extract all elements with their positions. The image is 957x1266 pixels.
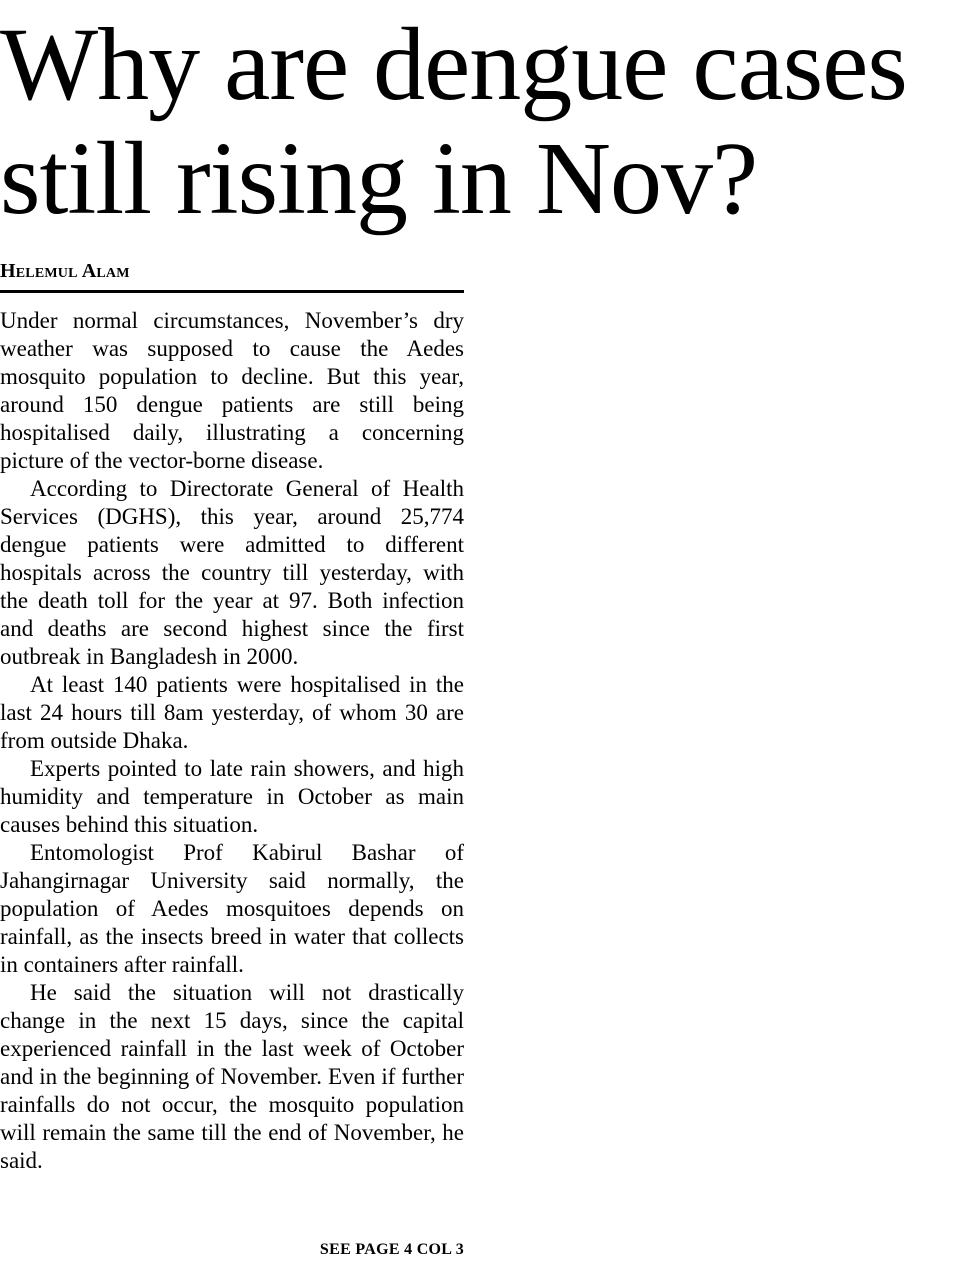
byline-divider [0,290,464,293]
paragraph: He said the situation will not drastically change in the next 15 days, since the capital experienced rainfall in the last week of October and in the beginning of November. Even if further rainfalls do not occur, the mosquito population will remain the same till the end of November, he said. [0,980,464,1173]
continuation-jump-line: SEE PAGE 4 COL 3 [319,1241,464,1258]
paragraph: Experts pointed to late rain showers, and high humidity and temperature in October as main causes behind this situation. [0,756,464,837]
headline-line-1: Why are dengue cases [0,7,907,122]
paragraph: Under normal circumstances, November’s dry weather was supposed to cause the Aedes mosquito population to decline. But this year, around 150 dengue patients are still being hospitalised daily, illustrating a concerning picture of the vector-borne disease. [0,308,464,473]
headline [0,8,957,236]
headline-line-2: still rising in Nov? [0,121,758,236]
paragraph: According to Directorate General of Health Services (DGHS), this year, around 25,774 dengue patients were admitted to different hospitals across the country till yesterday, with the death toll for the year at 97. Both infection and deaths are second highest since the first outbreak in Bangladesh in 2000. [0,476,464,669]
paragraph: Entomologist Prof Kabirul Bashar of Jahangirnagar University said normally, the population of Aedes mosquitoes depends on rainfall, as the insects breed in water that collects in containers after rainfall. [0,840,464,977]
byline: Helemul Alam [0,260,130,282]
paragraph: At least 140 patients were hospitalised in the last 24 hours till 8am yesterday, of whom 30 are from outside Dhaka. [0,672,464,753]
article-body [0,307,464,1175]
